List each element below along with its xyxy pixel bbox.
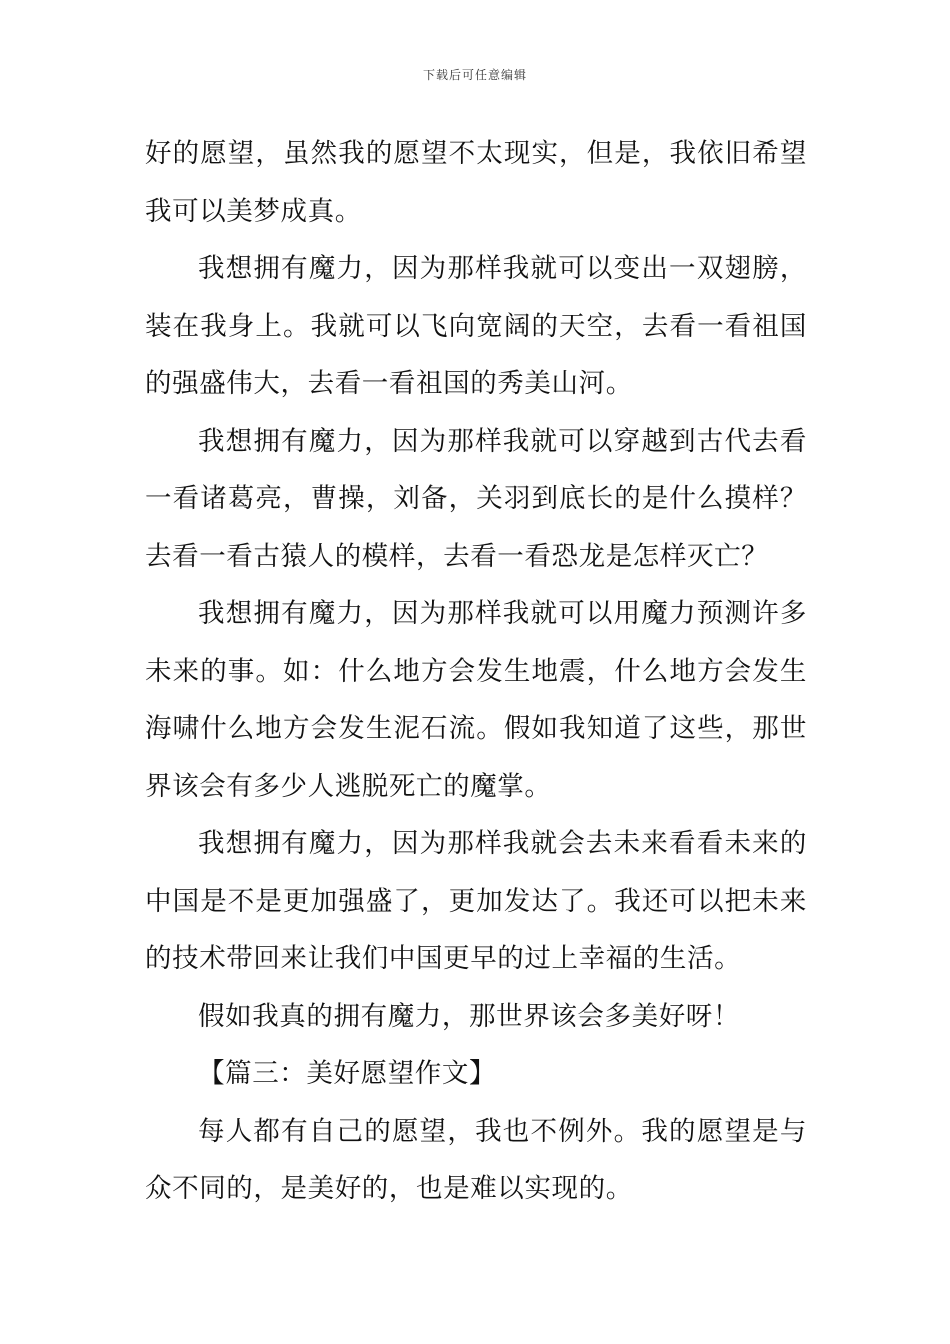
section-title: 【篇三：美好愿望作文】 [198, 1058, 497, 1089]
paragraph-predict-future: 我想拥有魔力，因为那样我就可以用魔力预测许多未来的事。如：什么地方会发生地震，什么地方会发生海啸什么地方会发生泥石流。假如我知道了这些，那世界该会有多少人逃脱死亡的魔掌。 [145, 598, 807, 802]
paragraph-wings: 我想拥有魔力，因为那样我就可以变出一双翅膀，装在我身上。我就可以飞向宽阔的天空，去看一看祖国的强盛伟大，去看一看祖国的秀美山河。 [145, 253, 807, 399]
paragraph-continuation: 好的愿望，虽然我的愿望不太现实，但是，我依旧希望我可以美梦成真。 [145, 138, 807, 227]
paragraph-conclusion: 假如我真的拥有魔力，那世界该会多美好呀！ [198, 1000, 740, 1032]
paragraph-future-china: 我想拥有魔力，因为那样我就会去未来看看未来的中国是不是更加强盛了，更加发达了。我还可以把未来的技术带回来让我们中国更早的过上幸福的生活。 [145, 828, 807, 974]
document-body [145, 125, 807, 1218]
paragraph-ancient-times: 我想拥有魔力，因为那样我就可以穿越到古代去看一看诸葛亮，曹操，刘备，关羽到底长的是什么摸样？去看一看古猿人的模样，去看一看恐龙是怎样灭亡？ [145, 425, 807, 572]
paragraph-section-intro: 每人都有自己的愿望，我也不例外。我的愿望是与众不同的，是美好的，也是难以实现的。 [145, 1115, 807, 1204]
page-header: 下载后可任意编辑 [422, 68, 527, 82]
